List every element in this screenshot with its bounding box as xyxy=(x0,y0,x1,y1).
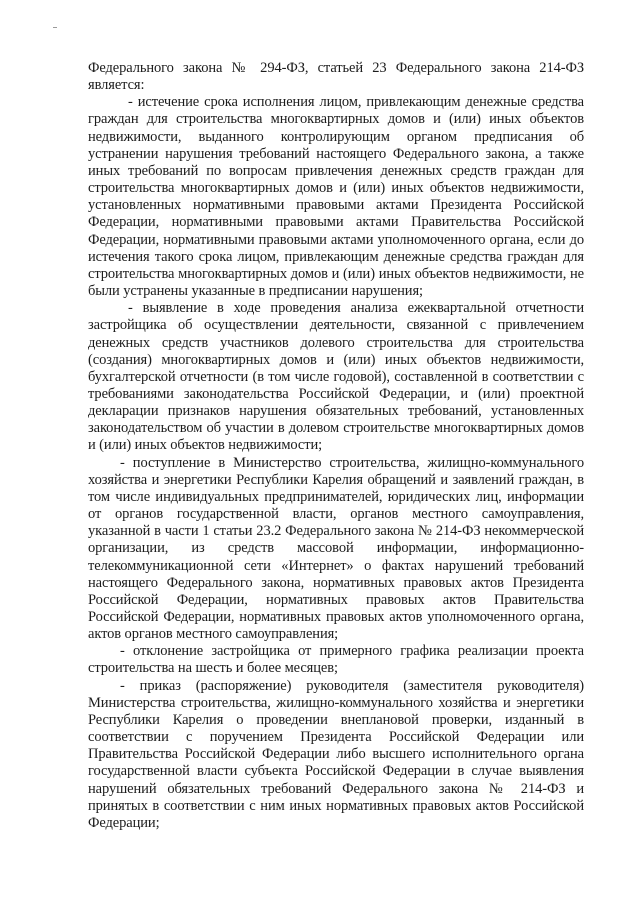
document-page xyxy=(88,60,584,832)
intro-paragraph: Федерального закона № 294-ФЗ, статьей 23 Федерального закона 214-ФЗ является: xyxy=(88,60,584,94)
list-item-4: - отклонение застройщика от примерного графика реализации проекта строительства на шесть и более месяцев; xyxy=(88,643,584,677)
list-item-2: - выявление в ходе проведения анализа ежеквартальной отчетности застройщика об осуществлении деятельности, связанной с привлечением денежных средств участников долевого строительства для строительства (создания) многоквартирных домов и (или) иных объектов недвижимости, бухгалтерской отчетности (в том числе годовой), составленной в соответствии с требованиями законодательства Российской Федерации, и (или) проектной декларации признаков нарушения обязательных требований, установленных законодательством об участии в долевом строительстве многоквартирных домов и (или) иных объектов недвижимости; xyxy=(88,300,584,454)
list-item-5: - приказ (распоряжение) руководителя (заместителя руководителя) Министерства строительства, жилищно-коммунального хозяйства и энергетики Республики Карелия о проведении внеплановой проверки, изданный в соответствии с поручением Президента Российской Федерации или Правительства Российской Федерации либо высшего исполнительного органа государственной власти субъекта Российской Федерации в случае выявления нарушений обязательных требований Федерального закона № 214-ФЗ и принятых в соответствии с ним иных нормативных правовых актов Российской Федерации; xyxy=(88,677,584,831)
scan-speck xyxy=(53,27,57,28)
list-item-1: - истечение срока исполнения лицом, привлекающим денежные средства граждан для строительства многоквартирных домов и (или) иных объектов недвижимости, выданного контролирующим органом предписания об устранении нарушения требований настоящего Федерального закона, а также иных требований по вопросам привлечения денежных средств граждан для строительства многоквартирных домов и (или) иных объектов недвижимости, установленных нормативными правовыми актами Президента Российской Федерации, нормативными правовыми актами Правительства Российской Федерации, нормативными правовыми актами уполномоченного органа, если до истечения такого срока лицом, привлекающим денежные средства граждан для строительства многоквартирных домов и (или) иных объектов недвижимости, не были устранены указанные в предписании нарушения; xyxy=(88,94,584,300)
list-item-3: - поступление в Министерство строительства, жилищно-коммунального хозяйства и энергетики Республики Карелия обращений и заявлений граждан, в том числе индивидуальных предпринимателей, юридических лиц, информации от органов государственной власти, органов местного самоуправления, указанной в части 1 статьи 23.2 Федерального закона № 214-ФЗ некоммерческой организации, из средств массовой информации, информационно-телекоммуникационной сети «Интернет» о фактах нарушений требований настоящего Федерального закона, нормативных правовых актов Президента Российской Федерации, нормативных правовых актов Правительства Российской Федерации, нормативных правовых актов уполномоченного органа, актов органов местного самоуправления; xyxy=(88,454,584,643)
